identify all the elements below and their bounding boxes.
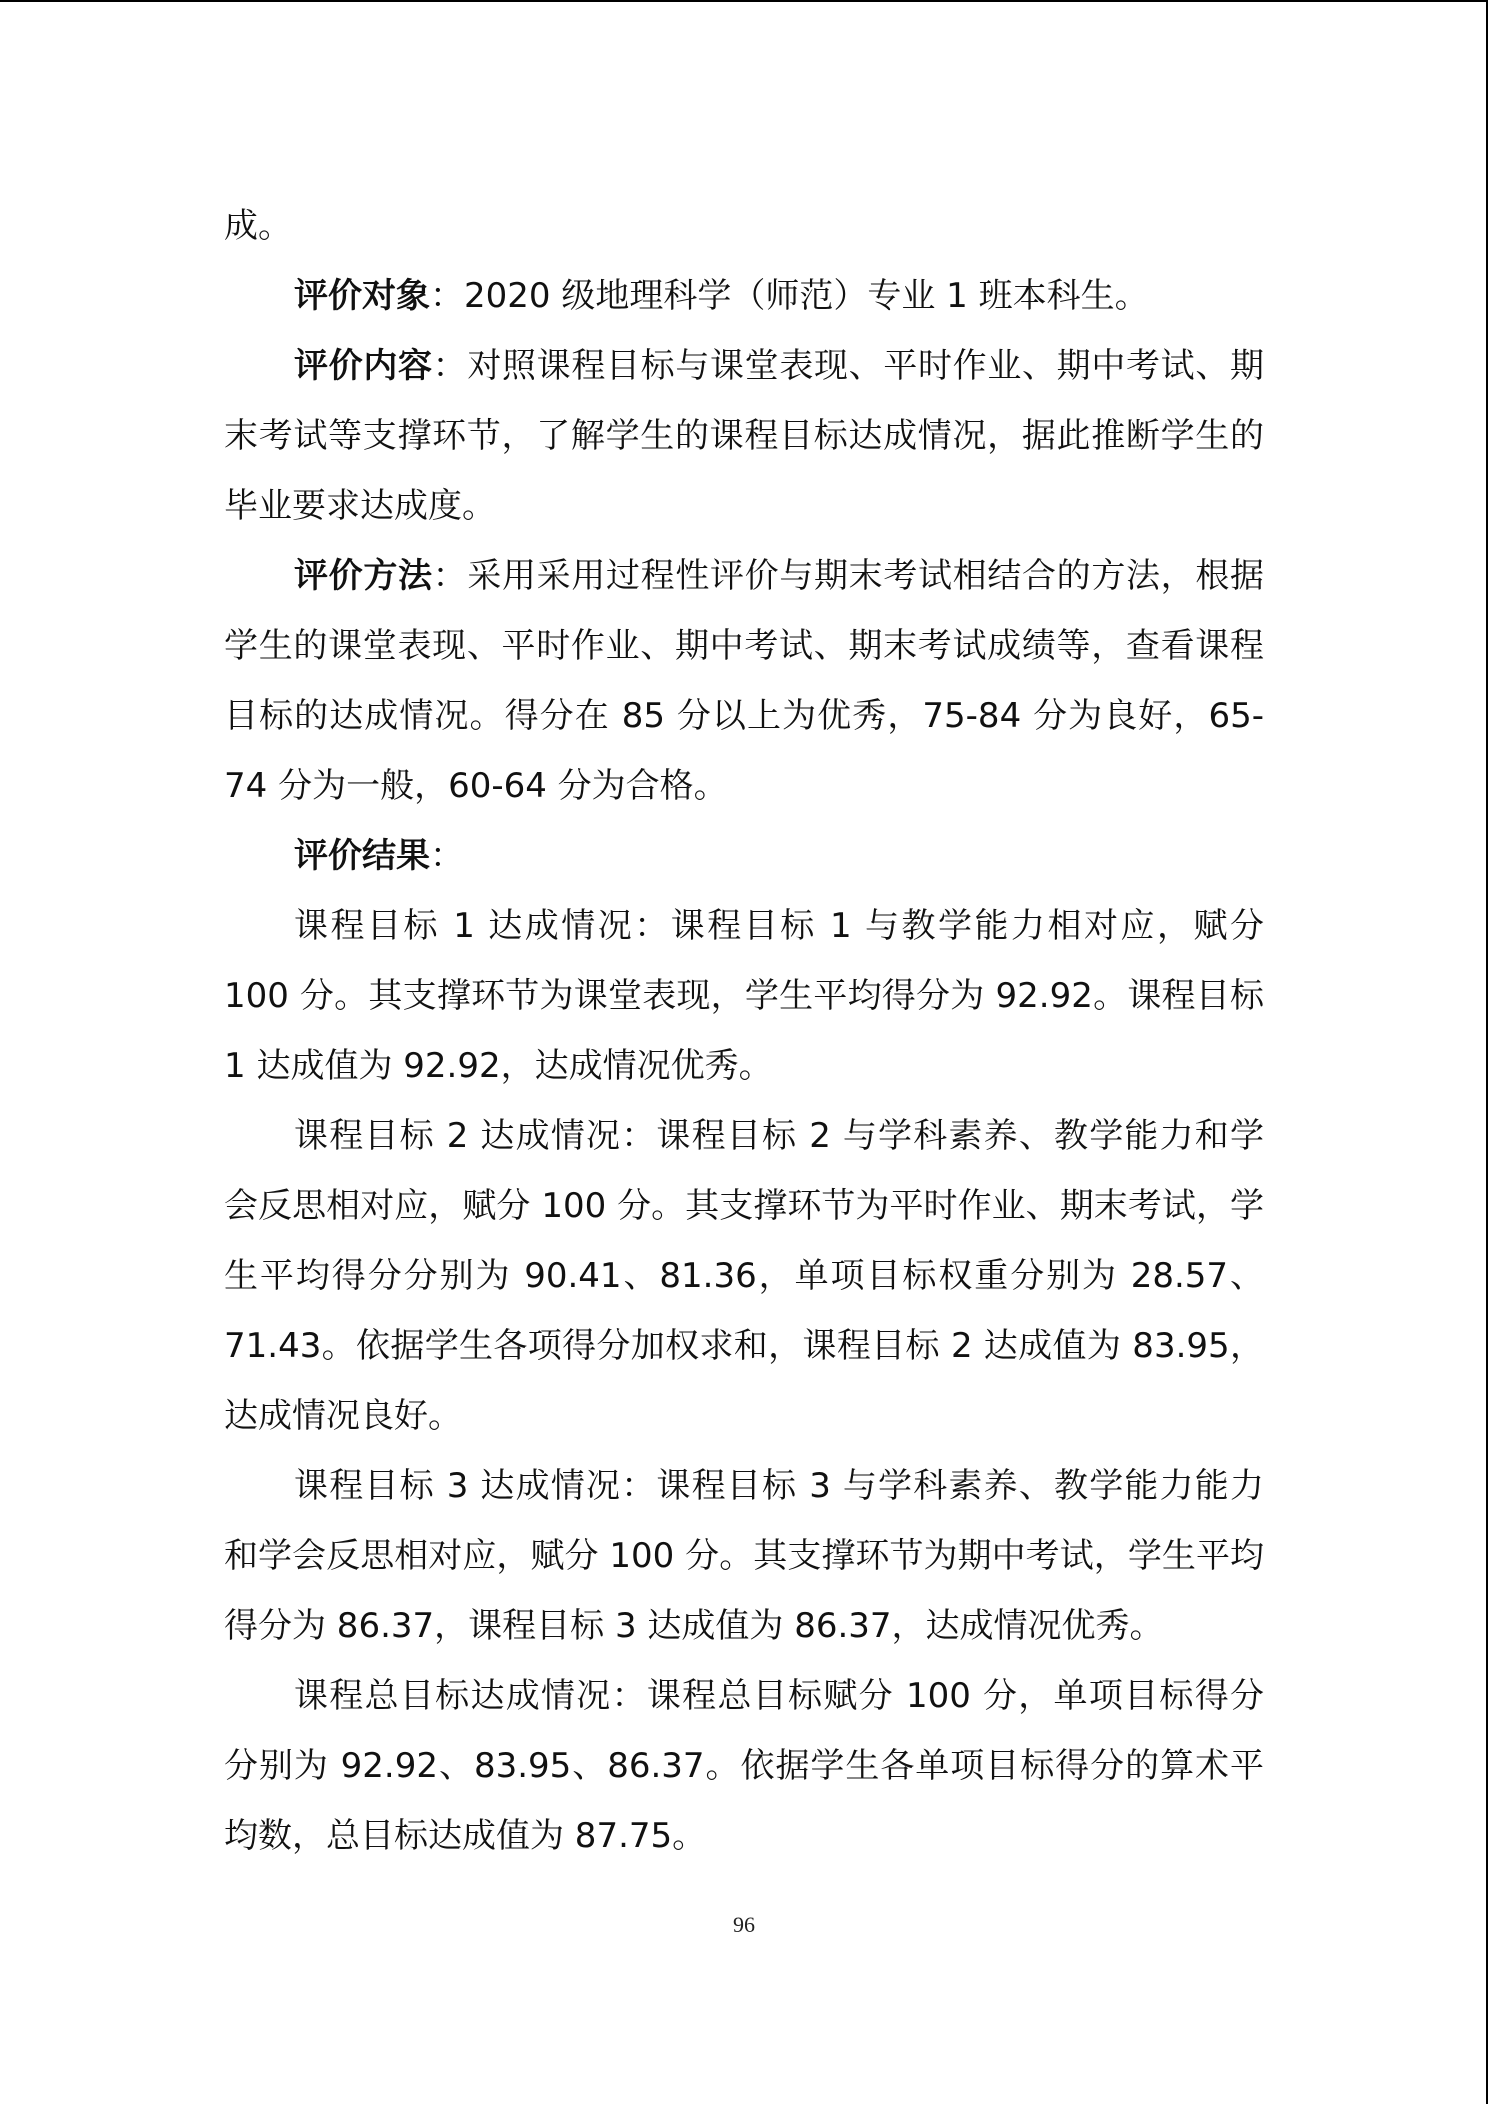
paragraph-text: 课程目标 1 达成情况：课程目标 1 与教学能力相对应，赋分 100 分。其支撑环节为课堂表现，学生平均得分为 92.92。课程目标 1 达成值为 92.92，达成情况优秀。 <box>224 906 1264 1086</box>
paragraph-text: 成。 <box>224 206 292 246</box>
paragraph-evaluation-result <box>224 821 1264 891</box>
document-body <box>224 191 1264 1871</box>
paragraph-label: 评价结果 <box>294 836 430 876</box>
paragraph-text: ：对照课程目标与课堂表现、平时作业、期中考试、期末考试等支撑环节，了解学生的课程目标达成情况，据此推断学生的毕业要求达成度。 <box>224 346 1265 526</box>
paragraph-objective-2 <box>224 1101 1264 1451</box>
paragraph-label: 评价对象 <box>294 276 430 316</box>
paragraph-text: 课程目标 3 达成情况：课程目标 3 与学科素养、教学能力能力和学会反思相对应，赋分 100 分。其支撑环节为期中考试，学生平均得分为 86.37，课程目标 3 达成值为 86.37，达成情况优秀。 <box>224 1466 1264 1646</box>
paragraph-evaluation-target <box>224 261 1264 331</box>
paragraph-objective-1 <box>224 891 1264 1101</box>
paragraph-label: 评价内容 <box>294 346 433 386</box>
paragraph-objective-3 <box>224 1451 1264 1661</box>
paragraph-evaluation-method <box>224 541 1264 821</box>
paragraph-text: 课程总目标达成情况：课程总目标赋分 100 分，单项目标得分分别为 92.92、83.95、86.37。依据学生各单项目标得分的算术平均数，总目标达成值为 87.75。 <box>224 1676 1264 1856</box>
paragraph-text: 课程目标 2 达成情况：课程目标 2 与学科素养、教学能力和学会反思相对应，赋分 100 分。其支撑环节为平时作业、期末考试，学生平均得分分别为 90.41、81.36，单项目标权重分别为 28.57、71.43。依据学生各项得分加权求和，课程目标 2 达成值为 83.95，达成情况良好。 <box>224 1116 1264 1436</box>
paragraph-label: 评价方法 <box>294 556 433 596</box>
paragraph-overall-objective <box>224 1661 1264 1871</box>
paragraph-text: ： <box>430 836 464 876</box>
paragraph-text: ：采用采用过程性评价与期末考试相结合的方法，根据学生的课堂表现、平时作业、期中考试、期末考试成绩等，查看课程目标的达成情况。得分在 85 分以上为优秀，75-84 分为良好，65-74 分为一般，60-64 分为合格。 <box>224 556 1265 806</box>
page-number: 96 <box>733 1912 755 1937</box>
paragraph-text: ：2020 级地理科学（师范）专业 1 班本科生。 <box>430 276 1149 316</box>
paragraph-evaluation-content <box>224 331 1264 541</box>
paragraph-continuation <box>224 191 1264 261</box>
